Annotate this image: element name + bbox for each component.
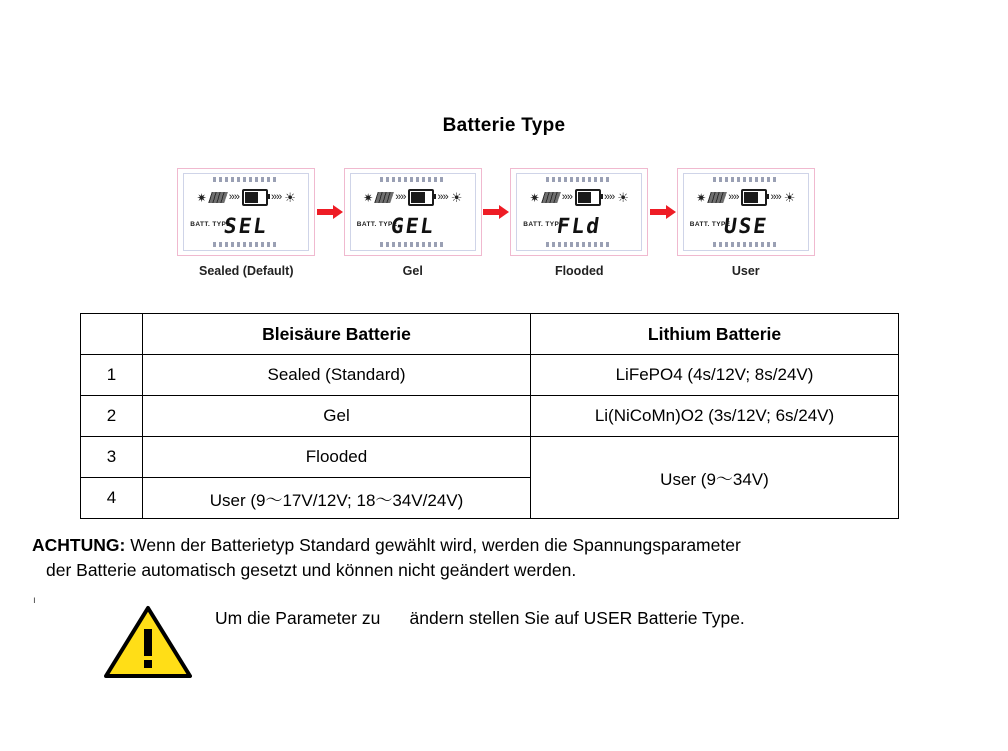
- segment-bar-top-icon: [213, 177, 279, 182]
- lcd-icon-row: [684, 189, 808, 206]
- load-lamp-icon: ☀: [284, 190, 296, 205]
- segment-bar-bottom-icon: [546, 242, 612, 247]
- lcd-value: SEL: [222, 214, 270, 238]
- attention-text: Wenn der Batterietyp Standard gewählt wird, werden die Spannungsparameter: [125, 535, 741, 555]
- battery-icon: [741, 189, 767, 206]
- snowflake-icon: ✷: [696, 190, 707, 205]
- flow-arrows-icon: »»: [437, 191, 448, 203]
- lcd-caption: User: [731, 264, 760, 278]
- segment-bar-top-icon: [546, 177, 612, 182]
- flow-arrows-icon: »»: [603, 191, 615, 203]
- attention-label: ACHTUNG:: [32, 535, 126, 555]
- lcd-sequence-strip: [176, 168, 816, 293]
- lcd-caption: Gel: [402, 264, 423, 278]
- batt-type-label: BATT. TYPE: [190, 221, 231, 228]
- solar-panel-icon: [374, 192, 394, 203]
- lcd-panel: [677, 168, 815, 256]
- lcd-step-sealed: [176, 168, 317, 278]
- flow-arrows-icon: »»: [270, 191, 282, 203]
- cell-lithium: Li(NiCoMn)O2 (3s/12V; 6s/24V): [531, 396, 899, 437]
- solar-panel-icon: [208, 192, 228, 203]
- lcd-panel: [344, 168, 482, 256]
- arrow-right-icon: [650, 168, 676, 256]
- warning-triangle-icon: [104, 605, 192, 679]
- lcd-step-gel: [343, 168, 484, 278]
- stray-mark: ı: [33, 595, 36, 606]
- snowflake-icon: ✷: [363, 190, 374, 205]
- arrow-right-icon: [317, 168, 343, 256]
- table-header-index: [81, 314, 143, 355]
- page-title: Batterie Type: [442, 115, 566, 136]
- lcd-step-user: [676, 168, 817, 278]
- segment-bar-bottom-icon: [380, 242, 446, 247]
- segment-bar-bottom-icon: [713, 242, 779, 247]
- load-lamp-icon: ☀: [617, 190, 629, 205]
- table-header-lead-acid: Bleisäure Batterie: [143, 314, 531, 355]
- cell-index: 3: [81, 437, 143, 478]
- attention-note: [32, 533, 984, 584]
- table-header-row: [81, 314, 899, 355]
- table-header-lithium: Lithium Batterie: [531, 314, 899, 355]
- batt-type-label: BATT. TYPE: [689, 221, 731, 228]
- lcd-screen: [350, 173, 476, 251]
- cell-lead-acid: User (9～17V/12V; 18～34V/24V): [143, 478, 531, 519]
- user-hint-note: Um die Parameter zu ändern stellen Sie auf USER Batterie Type.: [215, 608, 745, 628]
- battery-icon: [575, 189, 601, 206]
- cell-lithium: LiFePO4 (4s/12V; 8s/24V): [531, 355, 899, 396]
- battery-icon: [242, 189, 268, 206]
- cell-lead-acid: Gel: [143, 396, 531, 437]
- cell-lithium-user: User (9～34V): [531, 437, 899, 519]
- flow-arrows-icon: »»: [228, 191, 239, 203]
- lcd-icon-row: [351, 189, 475, 206]
- lcd-screen: [516, 173, 642, 251]
- load-lamp-icon: ☀: [450, 190, 463, 205]
- attention-text-line2: der Batterie automatisch gesetzt und können nicht geändert werden.: [46, 560, 577, 581]
- cell-index: 2: [81, 396, 143, 437]
- load-lamp-icon: ☀: [783, 190, 796, 205]
- flow-arrows-icon: »»: [395, 191, 406, 203]
- snowflake-icon: ✷: [529, 190, 540, 205]
- solar-panel-icon: [707, 192, 727, 203]
- cell-lead-acid: Flooded: [143, 437, 531, 478]
- segment-bar-bottom-icon: [213, 242, 279, 247]
- battery-icon: [408, 189, 434, 206]
- segment-bar-top-icon: [380, 177, 446, 182]
- table-row: [81, 396, 899, 437]
- table-row: [81, 355, 899, 396]
- lcd-value: USE: [722, 214, 770, 238]
- battery-type-table: [80, 313, 899, 519]
- arrow-right-icon: [483, 168, 509, 256]
- lcd-value: GEL: [389, 214, 437, 238]
- batt-type-label: BATT. TYPE: [356, 221, 398, 228]
- lcd-icon-row: [517, 189, 641, 206]
- lcd-screen: [183, 173, 309, 251]
- snowflake-icon: ✷: [196, 190, 207, 205]
- solar-panel-icon: [541, 192, 561, 203]
- lcd-value: FLd: [555, 214, 603, 238]
- lcd-screen: [683, 173, 809, 251]
- cell-index: 1: [81, 355, 143, 396]
- batt-type-label: BATT. TYPE: [523, 221, 564, 228]
- lcd-panel: [177, 168, 315, 256]
- flow-arrows-icon: »»: [561, 191, 572, 203]
- cell-index: 4: [81, 478, 143, 519]
- table-row: [81, 437, 899, 478]
- cell-lead-acid: Sealed (Standard): [143, 355, 531, 396]
- lcd-icon-row: [184, 189, 308, 206]
- lcd-caption: Flooded: [554, 264, 604, 278]
- lcd-panel: [510, 168, 648, 256]
- lcd-step-flooded: [509, 168, 650, 278]
- flow-arrows-icon: »»: [770, 191, 781, 203]
- lcd-caption: Sealed (Default): [199, 264, 294, 278]
- flow-arrows-icon: »»: [728, 191, 739, 203]
- segment-bar-top-icon: [713, 177, 779, 182]
